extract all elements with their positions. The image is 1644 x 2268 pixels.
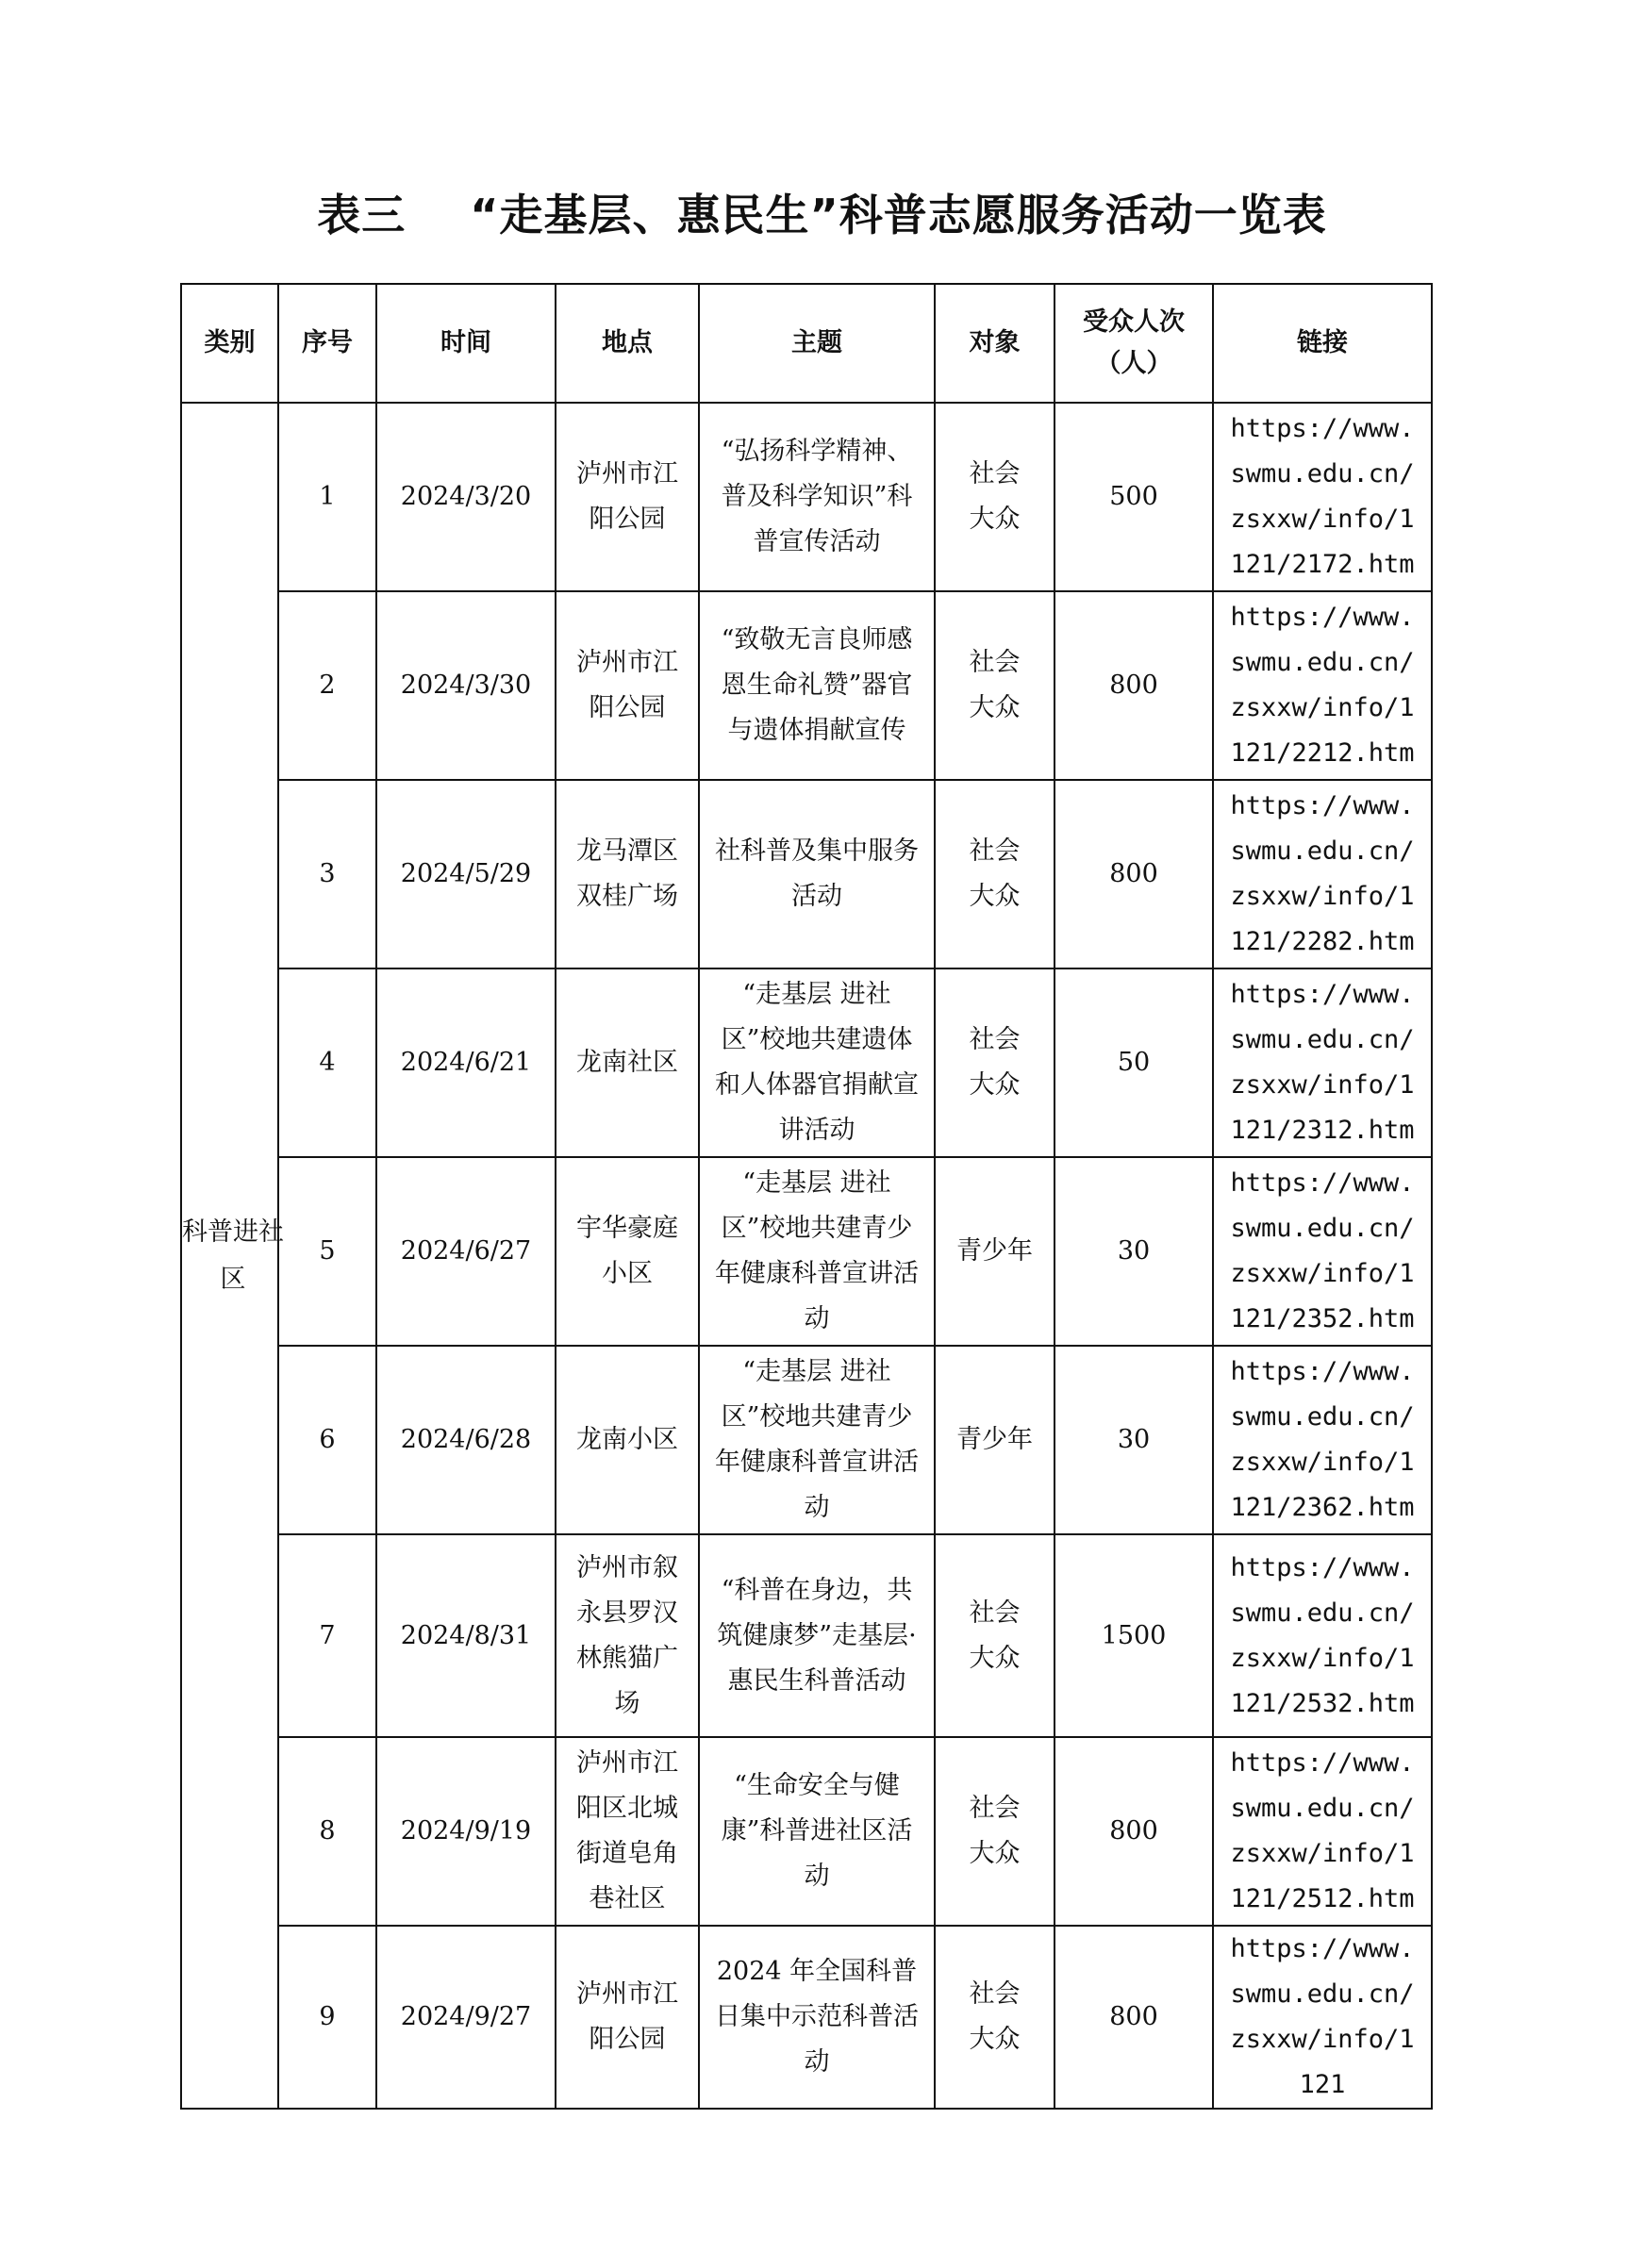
link-cell[interactable]: https://www.swmu.edu.cn/zsxxw/info/1121/2362.htm xyxy=(1213,1346,1432,1534)
topic-cell: “走基层 进社区”校地共建青少年健康科普宣讲活动 xyxy=(699,1157,935,1346)
header-count-label: 受众人次（人） xyxy=(1083,307,1185,378)
header-audience: 对象 xyxy=(935,284,1054,403)
time-cell: 2024/6/21 xyxy=(376,968,556,1157)
time-cell: 2024/3/20 xyxy=(376,403,556,591)
link-cell[interactable]: https://www.swmu.edu.cn/zsxxw/info/1121/2512.htm xyxy=(1213,1737,1432,1926)
category-label: 科普进社区 xyxy=(182,1217,284,1294)
index-cell: 4 xyxy=(278,968,376,1157)
index-cell: 1 xyxy=(278,403,376,591)
table-row xyxy=(181,591,1432,780)
link-cell[interactable]: https://www.swmu.edu.cn/zsxxw/info/1121/2352.htm xyxy=(1213,1157,1432,1346)
link-cell[interactable]: https://www.swmu.edu.cn/zsxxw/info/1121/2312.htm xyxy=(1213,968,1432,1157)
audience-label: 社会大众 xyxy=(969,1979,1021,2054)
header-index: 序号 xyxy=(278,284,376,403)
header-count xyxy=(1054,284,1213,403)
audience-cell xyxy=(935,780,1054,968)
place-label: 泸州市江阳公园 xyxy=(576,648,678,722)
count-cell: 50 xyxy=(1054,968,1213,1157)
audience-cell xyxy=(935,591,1054,780)
table-row xyxy=(181,968,1432,1157)
place-cell xyxy=(556,403,699,591)
table-row xyxy=(181,1346,1432,1534)
table-row xyxy=(181,403,1432,591)
time-cell: 2024/3/30 xyxy=(376,591,556,780)
count-cell: 30 xyxy=(1054,1346,1213,1534)
index-cell: 5 xyxy=(278,1157,376,1346)
audience-label: 社会大众 xyxy=(969,1598,1021,1673)
table-row xyxy=(181,1926,1432,2109)
place-label: 龙马潭区双桂广场 xyxy=(576,836,678,911)
topic-cell: “致敬无言良师感恩生命礼赞”器官与遗体捐献宣传 xyxy=(699,591,935,780)
place-cell xyxy=(556,1157,699,1346)
count-cell: 800 xyxy=(1054,1737,1213,1926)
topic-cell: 2024 年全国科普日集中示范科普活动 xyxy=(699,1926,935,2109)
link-cell[interactable]: https://www.swmu.edu.cn/zsxxw/info/1121/2172.htm xyxy=(1213,403,1432,591)
topic-cell: 社科普及集中服务活动 xyxy=(699,780,935,968)
table-row xyxy=(181,1737,1432,1926)
header-time: 时间 xyxy=(376,284,556,403)
table-row xyxy=(181,1534,1432,1737)
header-category: 类别 xyxy=(181,284,278,403)
link-cell[interactable]: https://www.swmu.edu.cn/zsxxw/info/1121 xyxy=(1213,1926,1432,2109)
time-cell: 2024/5/29 xyxy=(376,780,556,968)
topic-cell: “走基层 进社区”校地共建遗体和人体器官捐献宣讲活动 xyxy=(699,968,935,1157)
audience-cell xyxy=(935,1737,1054,1926)
header-topic: 主题 xyxy=(699,284,935,403)
audience-cell xyxy=(935,403,1054,591)
audience-cell xyxy=(935,1346,1054,1534)
table-row xyxy=(181,1157,1432,1346)
place-label: 龙南小区 xyxy=(576,1425,678,1454)
audience-label: 社会大众 xyxy=(969,1025,1021,1100)
count-cell: 30 xyxy=(1054,1157,1213,1346)
audience-label: 社会大众 xyxy=(969,459,1021,534)
header-place: 地点 xyxy=(556,284,699,403)
count-cell: 800 xyxy=(1054,591,1213,780)
category-cell xyxy=(181,403,284,2109)
topic-cell: “科普在身边，共筑健康梦”走基层·惠民生科普活动 xyxy=(699,1534,935,1737)
index-cell: 9 xyxy=(278,1926,376,2109)
place-cell xyxy=(556,968,699,1157)
index-cell: 2 xyxy=(278,591,376,780)
place-cell xyxy=(556,591,699,780)
place-cell xyxy=(556,780,699,968)
page-title: 表三 “走基层、惠民生”科普志愿服务活动一览表 xyxy=(317,190,1327,240)
audience-cell xyxy=(935,968,1054,1157)
audience-label: 社会大众 xyxy=(969,836,1021,911)
time-cell: 2024/9/27 xyxy=(376,1926,556,2109)
place-cell xyxy=(556,1926,699,2109)
index-cell: 3 xyxy=(278,780,376,968)
audience-cell xyxy=(935,1926,1054,2109)
place-label: 泸州市叙永县罗汉林熊猫广场 xyxy=(576,1552,678,1718)
index-cell: 7 xyxy=(278,1534,376,1737)
link-cell[interactable]: https://www.swmu.edu.cn/zsxxw/info/1121/2282.htm xyxy=(1213,780,1432,968)
place-label: 龙南社区 xyxy=(576,1048,678,1077)
topic-cell: “走基层 进社区”校地共建青少年健康科普宣讲活动 xyxy=(699,1346,935,1534)
place-label: 泸州市江阳区北城街道皂角巷社区 xyxy=(576,1748,678,1913)
header-link: 链接 xyxy=(1213,284,1432,403)
header-row xyxy=(181,284,1432,403)
count-cell: 800 xyxy=(1054,1926,1213,2109)
place-label: 泸州市江阳公园 xyxy=(576,1979,678,2054)
audience-cell xyxy=(935,1157,1054,1346)
index-cell: 6 xyxy=(278,1346,376,1534)
place-label: 宇华豪庭小区 xyxy=(576,1214,678,1288)
time-cell: 2024/6/27 xyxy=(376,1157,556,1346)
audience-cell xyxy=(935,1534,1054,1737)
count-cell: 1500 xyxy=(1054,1534,1213,1737)
place-cell xyxy=(556,1534,699,1737)
place-cell xyxy=(556,1737,699,1926)
time-cell: 2024/9/19 xyxy=(376,1737,556,1926)
activity-table xyxy=(180,283,1433,2110)
link-cell[interactable]: https://www.swmu.edu.cn/zsxxw/info/1121/2532.htm xyxy=(1213,1534,1432,1737)
table-row xyxy=(181,780,1432,968)
topic-cell: “弘扬科学精神、普及科学知识”科普宣传活动 xyxy=(699,403,935,591)
place-label: 泸州市江阳公园 xyxy=(576,459,678,534)
index-cell: 8 xyxy=(278,1737,376,1926)
audience-label: 青少年 xyxy=(956,1236,1033,1266)
place-cell xyxy=(556,1346,699,1534)
audience-label: 社会大众 xyxy=(969,648,1021,722)
audience-label: 社会大众 xyxy=(969,1794,1021,1868)
count-cell: 800 xyxy=(1054,780,1213,968)
count-cell: 500 xyxy=(1054,403,1213,591)
topic-cell: “生命安全与健康”科普进社区活动 xyxy=(699,1737,935,1926)
link-cell[interactable]: https://www.swmu.edu.cn/zsxxw/info/1121/2212.htm xyxy=(1213,591,1432,780)
audience-label: 青少年 xyxy=(956,1425,1033,1454)
time-cell: 2024/8/31 xyxy=(376,1534,556,1737)
time-cell: 2024/6/28 xyxy=(376,1346,556,1534)
